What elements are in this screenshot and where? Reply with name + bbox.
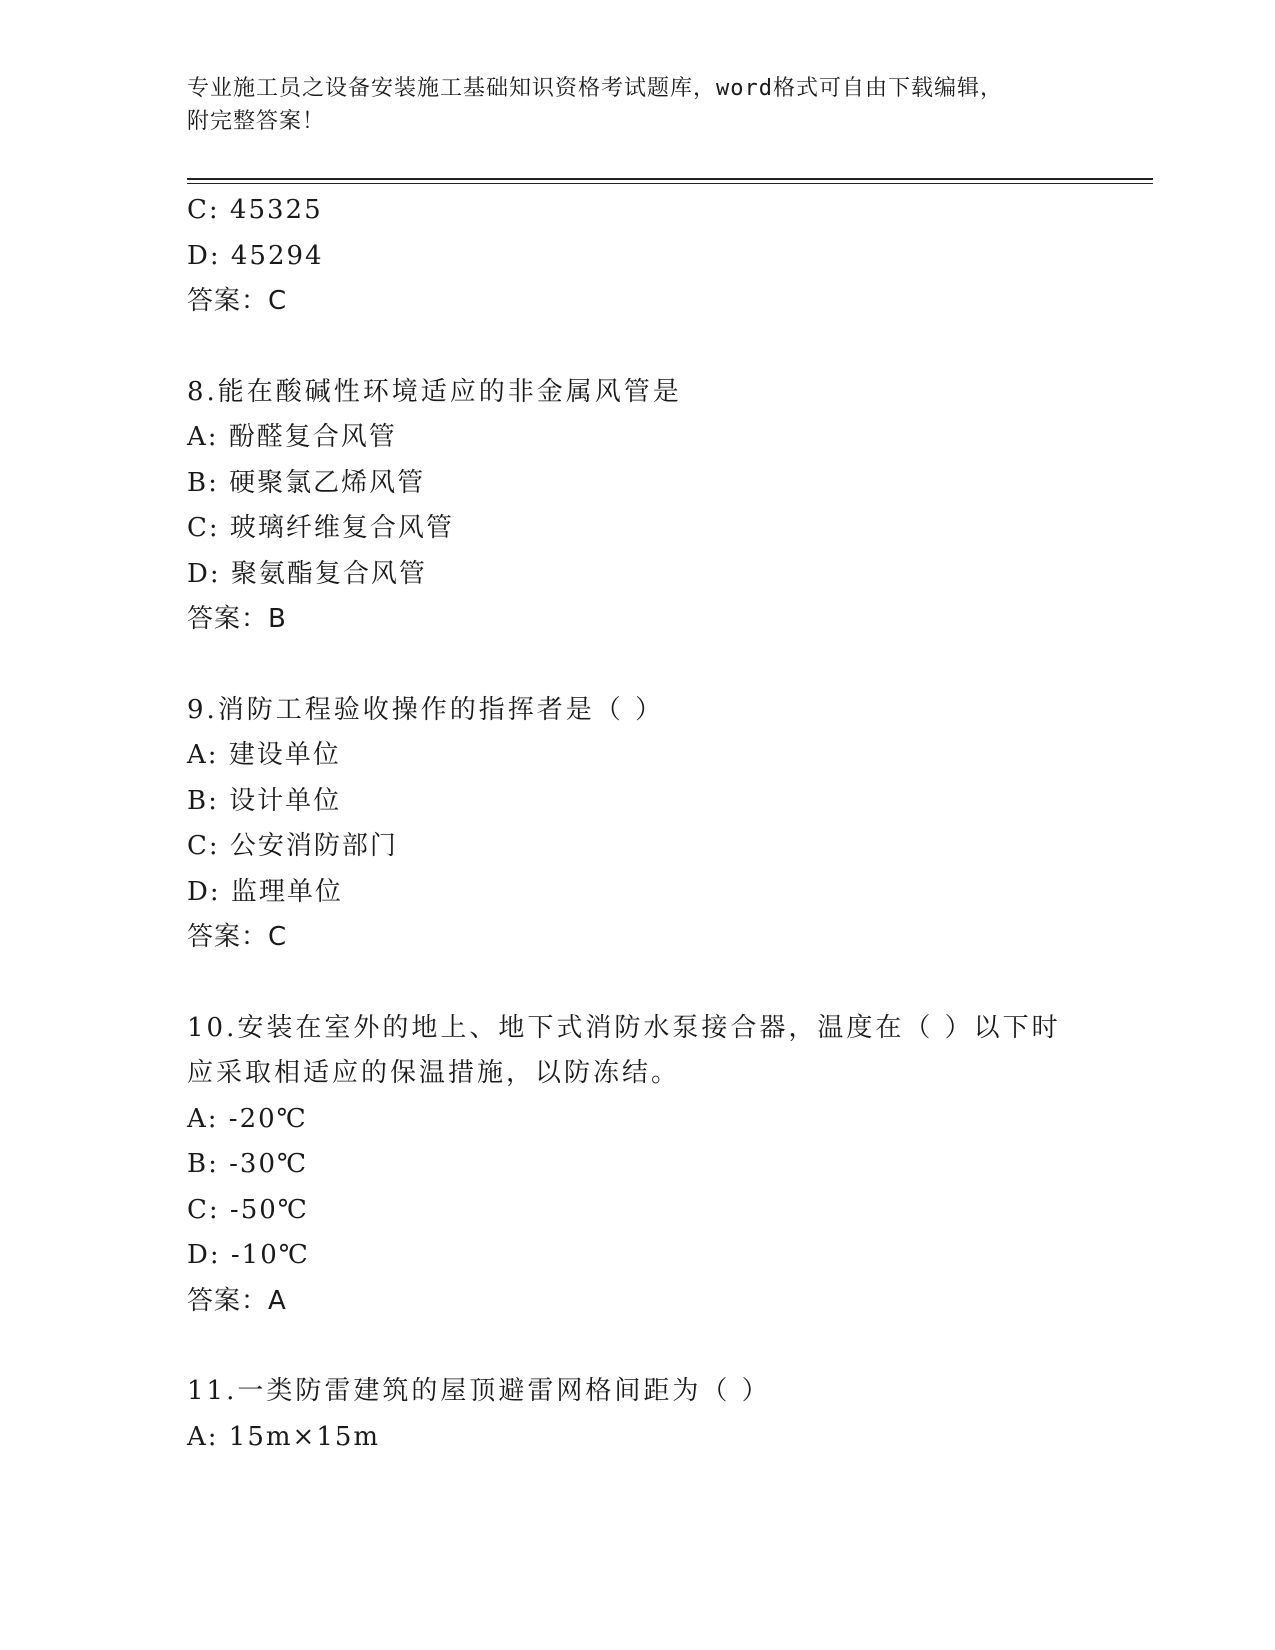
spacer [187,643,1087,688]
option-d: D: 聚氨酯复合风管 [187,558,427,589]
option-a: A: -20℃ [187,1103,308,1134]
spacer [187,1324,1087,1369]
question-8 [187,370,1087,643]
header-line-2: 附完整答案！ [187,109,326,134]
question-stem-line-2: 应采取相适应的保温措施，以防冻结。 [187,1058,681,1088]
spacer [187,961,1087,1006]
option-c: C: 玻璃纤维复合风管 [187,513,454,543]
option-d: D: -10℃ [187,1240,310,1270]
option-b: B: 硬聚氯乙烯风管 [187,467,426,498]
option-a: A: 15m×15m [187,1421,381,1452]
option-d: D: 45294 [187,240,324,271]
question-9 [187,688,1087,961]
question-list [187,188,1087,1460]
question-11 [187,1369,1087,1460]
question-stem: 9.消防工程验收操作的指挥者是（ ） [187,694,665,725]
question-stem-line-1: 10.安装在室外的地上、地下式消防水泵接合器，温度在（ ）以下时 [187,1012,1061,1043]
header-divider [187,178,1153,184]
question-7-tail [187,188,1087,325]
answer-label: 答案：C [187,922,288,952]
question-stem: 11.一类防雷建筑的屋顶避雷网格间距为（ ） [187,1376,771,1406]
document-header [187,72,1067,138]
question-stem: 8.能在酸碱性环境适应的非金属风管是 [187,376,682,407]
option-c: C: -50℃ [187,1194,309,1225]
answer-label: 答案：A [187,1285,287,1316]
option-b: B: 设计单位 [187,785,342,816]
answer-label: 答案：B [187,604,287,634]
option-c: C: 45325 [187,195,323,225]
header-line-1: 专业施工员之设备安装施工基础知识资格考试题库，word格式可自由下载编辑， [187,76,1003,101]
option-a: A: 酚醛复合风管 [187,422,397,452]
spacer [187,325,1087,370]
option-b: B: -30℃ [187,1149,309,1179]
question-10 [187,1006,1087,1325]
answer-label: 答案：C [187,286,288,316]
option-d: D: 监理单位 [187,876,343,907]
option-c: C: 公安消防部门 [187,831,398,861]
option-a: A: 建设单位 [187,740,341,770]
